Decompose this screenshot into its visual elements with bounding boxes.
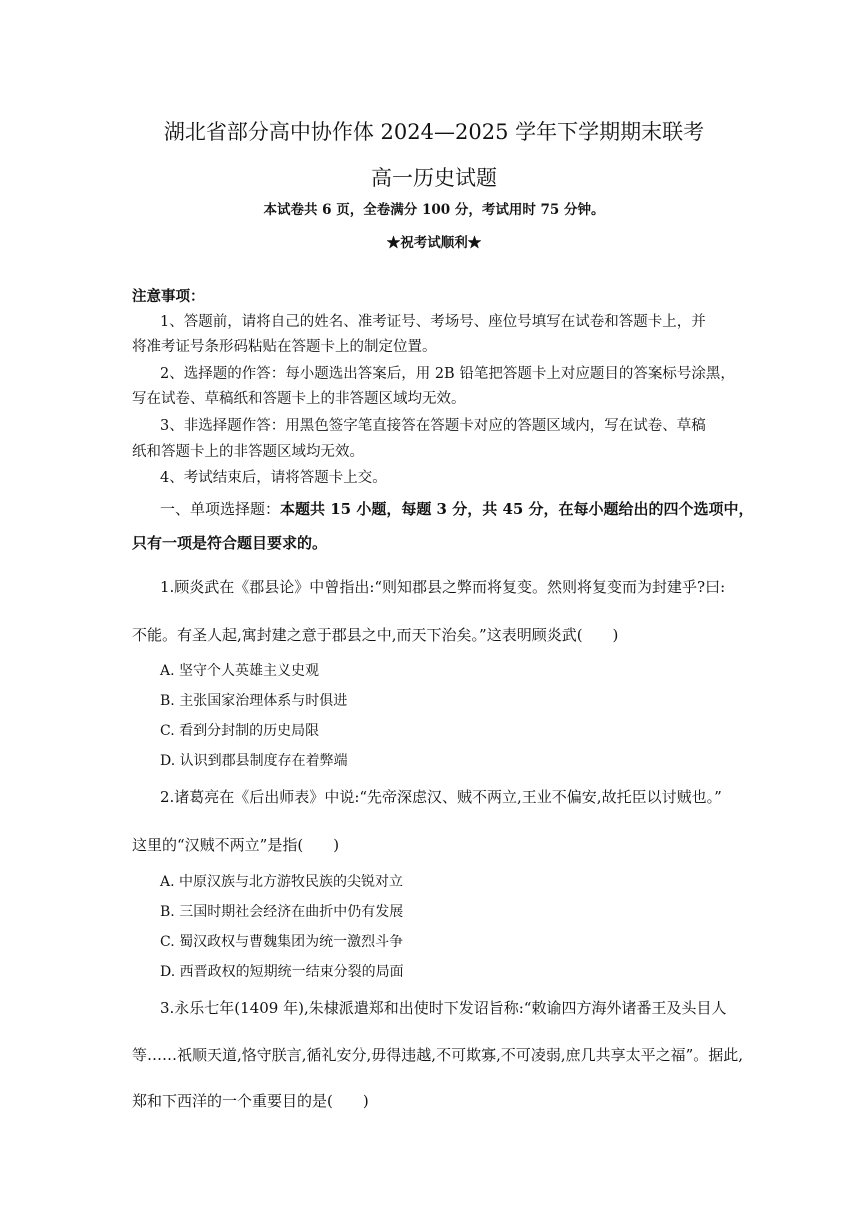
exam-subject-title: 高一历史试题	[371, 166, 497, 190]
question-1-line: 1.顾炎武在《郡县论》中曾指出:“则知郡县之弊而将复变。然则将复变而为封建乎?曰:	[160, 578, 726, 596]
question-1-line: 不能。有圣人起,寓封建之意于郡县之中,而天下治矣。”这表明顾炎武( )	[132, 626, 619, 644]
exam-wish: ★祝考试顺利★	[386, 235, 482, 251]
question-2-line: 这里的“汉贼不两立”是指( )	[132, 836, 340, 854]
question-2-option-b: B. 三国时期社会经济在曲折中仍有发展	[160, 904, 404, 920]
question-1-option-a: A. 坚守个人英雄主义史观	[160, 663, 320, 679]
note-line: 1、答题前，请将自己的姓名、准考证号、考场号、座位号填写在试卷和答题卡上，并	[160, 314, 706, 330]
section-heading-rest: 本题共 15 小题，每题 3 分，共 45 分，在每小题给出的四个选项中，	[280, 500, 754, 518]
exam-title: 湖北省部分高中协作体 2024—2025 学年下学期期末联考	[163, 120, 705, 144]
notes-heading: 注意事项：	[132, 288, 205, 305]
question-2-option-a: A. 中原汉族与北方游牧民族的尖锐对立	[160, 874, 404, 890]
question-1-option-c: C. 看到分封制的历史局限	[160, 723, 320, 739]
section-heading-prefix: 一、单项选择题：	[160, 500, 281, 518]
note-line: 3、非选择题作答：用黑色签字笔直接答在答题卡对应的答题区域内，写在试卷、草稿	[160, 418, 706, 434]
note-line: 将准考证号条形码粘贴在答题卡上的制定位置。	[132, 339, 437, 355]
question-2-line: 2.诸葛亮在《后出师表》中说:“先帝深虑汉、贼不两立,王业不偏安,故托臣以讨贼也。”	[160, 788, 722, 806]
question-2-option-c: C. 蜀汉政权与曹魏集团为统一激烈斗争	[160, 934, 404, 950]
question-3-line: 等……祇顺天道,恪守朕言,循礼安分,毋得违越,不可欺寡,不可凌弱,庶几共享太平之福”。据此,	[132, 1046, 744, 1064]
note-line: 2、选择题的作答：每小题选出答案后，用 2B 铅笔把答题卡上对应题目的答案标号涂黑，	[160, 366, 735, 382]
section-heading	[160, 498, 754, 519]
question-3-line: 3.永乐七年(1409 年),朱棣派遣郑和出使时下发诏旨称:“敕谕四方海外诸番王及头目人	[160, 999, 727, 1017]
question-1-option-b: B. 主张国家治理体系与时俱进	[160, 693, 348, 709]
note-line: 写在试卷、草稿纸和答题卡上的非答题区域均无效。	[132, 391, 466, 407]
section-heading-line2: 只有一项是符合题目要求的。	[132, 534, 328, 552]
note-line: 4、考试结束后，请将答题卡上交。	[160, 470, 387, 486]
note-line: 纸和答题卡上的非答题区域均无效。	[132, 444, 364, 460]
exam-info: 本试卷共 6 页，全卷满分 100 分，考试用时 75 分钟。	[263, 202, 605, 218]
question-3-line: 郑和下西洋的一个重要目的是( )	[132, 1092, 369, 1110]
question-2-option-d: D. 西晋政权的短期统一结束分裂的局面	[160, 964, 404, 980]
question-1-option-d: D. 认识到郡县制度存在着弊端	[160, 753, 348, 769]
